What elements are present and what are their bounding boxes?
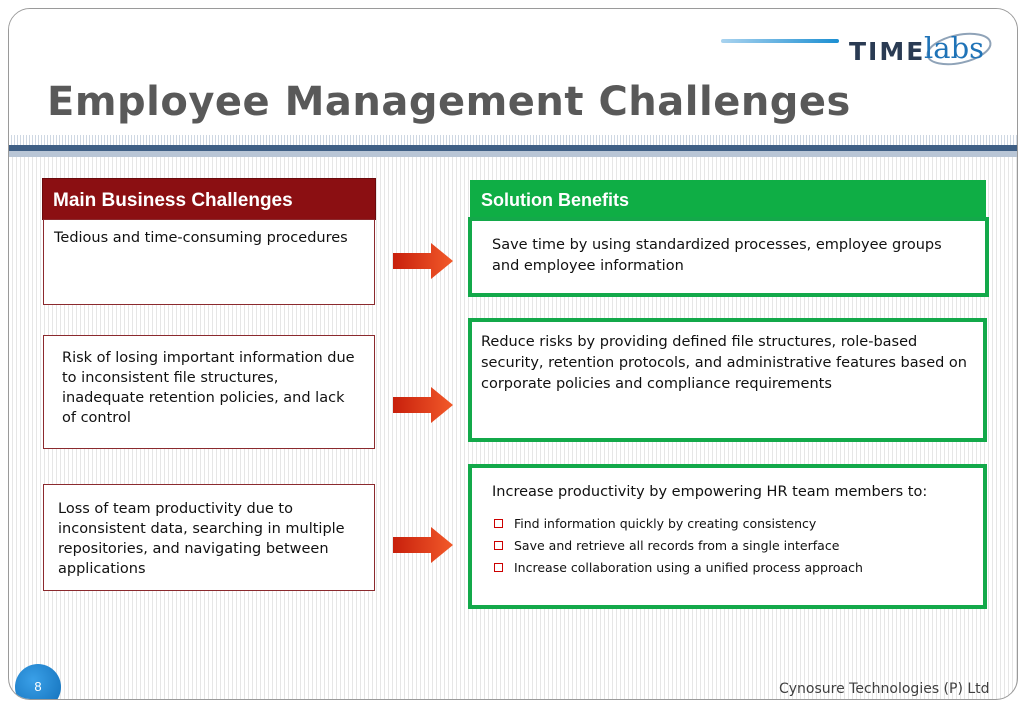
bullet-text-1: Find information quickly by creating consistency [514,516,817,531]
benefits-header: Solution Benefits [470,180,986,220]
benefit-text-2: Reduce risks by providing defined file structures, role-based security, retention protocols, and administrative features based on corporate policies and compliance requirements [481,334,967,392]
arrow-right-icon [391,385,455,425]
square-bullet-icon [494,541,503,550]
benefit-box-2 [468,318,987,442]
header-band-stripes [9,135,1017,145]
square-bullet-icon [494,519,503,528]
logo-accent-line [721,39,839,43]
timelabs-logo [849,23,1009,73]
square-bullet-icon [494,563,503,572]
challenge-box-2 [43,335,375,449]
benefit-text-3: Increase productivity by empowering HR team members to: [492,484,928,500]
slide [8,8,1018,700]
list-item [492,557,969,579]
challenge-text-3: Loss of team productivity due to inconsistent data, searching in multiple repositories, and navigating between applications [58,501,345,577]
slide-title: Employee Management Challenges [47,79,851,125]
arrow-right-icon [391,525,455,565]
logo-text-labs: labs [924,31,985,65]
bullet-text-2: Save and retrieve all records from a single interface [514,538,840,553]
benefit-text-1: Save time by using standardized processes, employee groups and employee information [492,237,942,274]
page-number-badge: 8 [15,664,61,700]
challenge-text-1: Tedious and time-consuming procedures [54,230,348,246]
list-item [492,513,969,535]
logo-text-time: TIME [849,37,926,66]
challenges-header: Main Business Challenges [43,179,375,219]
challenge-text-2: Risk of losing important information due to inconsistent file structures, inadequate retention policies, and lack of control [62,350,355,426]
header-band-light [9,151,1017,157]
arrow-right-icon [391,241,455,281]
challenge-box-3 [43,484,375,591]
footer-company: Cynosure Technologies (P) Ltd [779,681,990,697]
challenge-box-1 [43,219,375,305]
list-item [492,535,969,557]
benefit-bullet-list [492,513,969,579]
benefit-box-1 [468,217,989,297]
bullet-text-3: Increase collaboration using a unified process approach [514,560,863,575]
benefit-box-3 [468,464,987,609]
